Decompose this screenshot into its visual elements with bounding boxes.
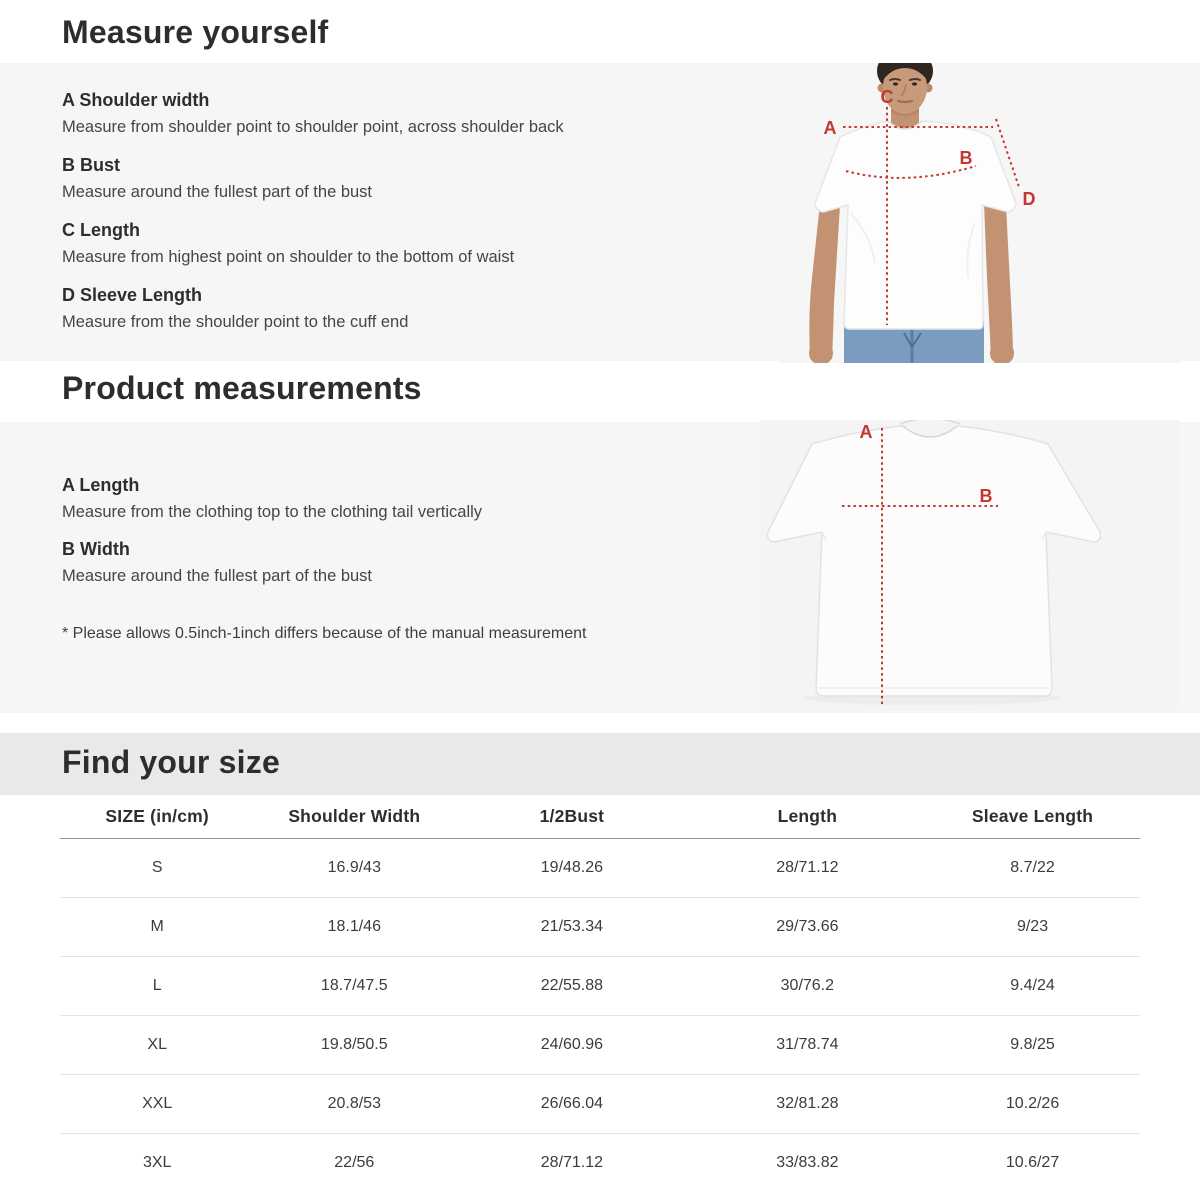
col-header-sleeve-length: Sleave Length: [925, 795, 1140, 839]
table-row-l: [60, 957, 1140, 1016]
cell-size: M: [60, 898, 254, 957]
cell-value: 18.7/47.5: [254, 957, 454, 1016]
size-chart-table: [60, 795, 1140, 1192]
cell-value: 21/53.34: [454, 898, 689, 957]
cell-value: 24/60.96: [454, 1016, 689, 1075]
cell-size: S: [60, 839, 254, 898]
cell-value: 26/66.04: [454, 1075, 689, 1134]
measurement-label-b: B: [979, 486, 993, 506]
measure-item-desc-shoulder-width: Measure from shoulder point to shoulder point, across shoulder back: [62, 118, 564, 136]
measurement-label-c: C: [880, 87, 894, 107]
cell-size: XL: [60, 1016, 254, 1075]
cell-size: 3XL: [60, 1134, 254, 1193]
table-row-s: [60, 839, 1140, 898]
cell-value: 22/55.88: [454, 957, 689, 1016]
cell-value: 10.2/26: [925, 1075, 1140, 1134]
measurement-label-d: D: [1022, 189, 1036, 209]
product-item-label-length: A Length: [62, 475, 140, 495]
table-row-xl: [60, 1016, 1140, 1075]
size-chart-header: [60, 795, 1140, 839]
cell-value: 31/78.74: [690, 1016, 925, 1075]
cell-value: 8.7/22: [925, 839, 1140, 898]
product-item-desc-width: Measure around the fullest part of the bust: [62, 567, 373, 585]
measurement-tolerance-note: * Please allows 0.5inch-1inch differs because of the manual measurement: [62, 625, 587, 642]
product-item-desc-length: Measure from the clothing top to the clothing tail vertically: [62, 503, 483, 521]
measurement-label-a: A: [859, 422, 873, 442]
cell-value: 30/76.2: [690, 957, 925, 1016]
cell-size: XXL: [60, 1075, 254, 1134]
header-row: [60, 795, 1140, 839]
col-header-length: Length: [690, 795, 925, 839]
cell-value: 22/56: [254, 1134, 454, 1193]
section-title-measure-yourself: Measure yourself: [62, 14, 329, 50]
measure-item-desc-length: Measure from highest point on shoulder to the bottom of waist: [62, 248, 515, 266]
measurement-label-a: A: [823, 118, 837, 138]
table-row-xxl: [60, 1075, 1140, 1134]
measure-item-label-shoulder-width: A Shoulder width: [62, 90, 210, 110]
cell-value: 9.8/25: [925, 1016, 1140, 1075]
cell-value: 16.9/43: [254, 839, 454, 898]
cell-value: 33/83.82: [690, 1134, 925, 1193]
cell-value: 29/73.66: [690, 898, 925, 957]
table-row-3xl: [60, 1134, 1140, 1193]
measure-item-desc-bust: Measure around the fullest part of the bust: [62, 183, 373, 201]
cell-value: 9.4/24: [925, 957, 1140, 1016]
cell-value: 9/23: [925, 898, 1140, 957]
cell-value: 28/71.12: [690, 839, 925, 898]
product-item-label-width: B Width: [62, 539, 130, 559]
measure-item-label-bust: B Bust: [62, 155, 120, 175]
col-header-shoulder-width: Shoulder Width: [254, 795, 454, 839]
size-chart-body: [60, 839, 1140, 1193]
cell-size: L: [60, 957, 254, 1016]
section-title-product-measurements: Product measurements: [62, 370, 422, 406]
measure-item-label-length: C Length: [62, 220, 140, 240]
cell-value: 32/81.28: [690, 1075, 925, 1134]
measure-item-desc-sleeve-length: Measure from the shoulder point to the cuff end: [62, 313, 409, 331]
section-title-find-your-size: Find your size: [62, 744, 280, 780]
model-measurement-photo: [780, 63, 1180, 363]
measurement-label-b: B: [959, 148, 973, 168]
cell-value: 18.1/46: [254, 898, 454, 957]
cell-value: 28/71.12: [454, 1134, 689, 1193]
cell-value: 20.8/53: [254, 1075, 454, 1134]
col-header-size: SIZE (in/cm): [60, 795, 254, 839]
measure-item-label-sleeve-length: D Sleeve Length: [62, 285, 203, 305]
table-row-m: [60, 898, 1140, 957]
cell-value: 10.6/27: [925, 1134, 1140, 1193]
col-header-half-bust: 1/2Bust: [454, 795, 689, 839]
cell-value: 19.8/50.5: [254, 1016, 454, 1075]
product-measurement-photo: [760, 420, 1180, 710]
cell-value: 19/48.26: [454, 839, 689, 898]
